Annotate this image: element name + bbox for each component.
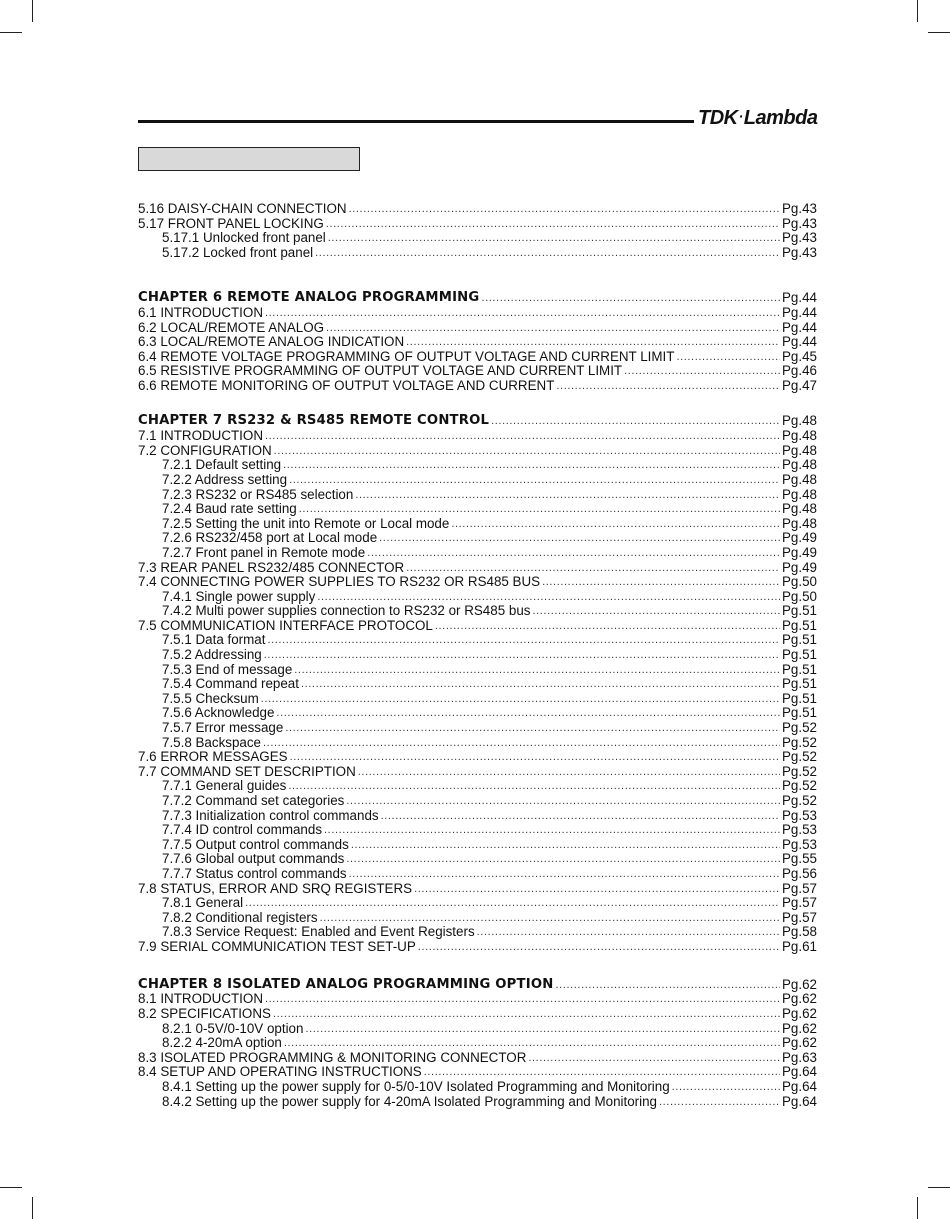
toc-page-number: Pg.51 [782,705,817,720]
dot-leader [290,751,780,764]
toc-entry-title: CHAPTER 8 ISOLATED ANALOG PROGRAMMING OPTION [138,977,554,992]
dot-leader [265,993,780,1006]
toc-page-number: Pg.52 [782,749,817,764]
toc-page-number: Pg.62 [782,1021,817,1036]
toc-entry[interactable] [138,1006,822,1021]
toc-entry-title: 8.3 ISOLATED PROGRAMMING & MONITORING CONNECTOR [138,1050,527,1065]
toc-entry[interactable] [138,991,822,1006]
toc-entry-title: 8.4.2 Setting up the power supply for 4-20mA Isolated Programming and Monitoring [162,1094,657,1109]
logo-dot: · [738,108,743,124]
toc-entry[interactable] [138,545,822,560]
toc-page-number: Pg.57 [782,910,817,925]
toc-page-number: Pg.48 [782,472,817,487]
toc-page-number: Pg.62 [782,977,817,992]
toc-entry[interactable] [138,334,822,349]
toc-page-number: Pg.43 [782,216,817,231]
dot-leader [324,824,780,837]
toc-entry-title: 6.5 RESISTIVE PROGRAMMING OF OUTPUT VOLTAGE AND CURRENT LIMIT [138,363,623,378]
toc-page-number: Pg.48 [782,501,817,516]
toc-entry-title: 5.17 FRONT PANEL LOCKING [138,216,324,231]
toc-entry-title: 7.8 STATUS, ERROR AND SRQ REGISTERS [138,881,413,896]
toc-page-number: Pg.48 [782,487,817,502]
toc-entry[interactable] [138,305,822,320]
logo-right: Lambda [743,107,818,129]
toc-page-number: Pg.53 [782,837,817,852]
dot-leader [301,678,780,691]
toc-entry[interactable] [138,603,822,618]
toc-page-number: Pg.46 [782,363,817,378]
toc-entry-title: 7.7.7 Status control commands [162,866,347,881]
toc-page-number: Pg.52 [782,735,817,750]
toc-page-number: Pg.56 [782,866,817,881]
dot-leader [406,336,780,349]
toc-page-number: Pg.52 [782,720,817,735]
dot-leader [288,780,780,793]
toc-entry[interactable] [138,705,822,720]
toc-entry[interactable] [138,1021,822,1036]
toc-entry-title: 7.2.2 Address setting [162,472,288,487]
toc-entry[interactable] [138,735,822,750]
dot-leader [532,605,780,618]
toc-entry-title: CHAPTER 6 REMOTE ANALOG PROGRAMMING [138,290,480,305]
toc-page-number: Pg.50 [782,574,817,589]
toc-page-number: Pg.63 [782,1050,817,1065]
toc-page-number: Pg.49 [782,545,817,560]
toc-entry-title: 8.2 SPECIFICATIONS [138,1006,271,1021]
toc-entry-title: 7.2.6 RS232/458 port at Local mode [162,530,378,545]
toc-entry-title: 7.7 COMMAND SET DESCRIPTION [138,764,356,779]
dot-leader [542,576,780,589]
toc-entry-title: 7.8.2 Conditional registers [162,910,318,925]
toc-entry[interactable] [138,516,822,531]
toc-page-number: Pg.53 [782,808,817,823]
toc-entry-title: 6.4 REMOTE VOLTAGE PROGRAMMING OF OUTPUT VOLTAGE AND CURRENT LIMIT [138,349,675,364]
table-of-contents [138,0,822,1219]
toc-entry[interactable] [138,487,822,502]
toc-page-number: Pg.52 [782,764,817,779]
toc-page-number: Pg.57 [782,881,817,896]
toc-page-number: Pg.48 [782,443,817,458]
toc-entry[interactable] [138,939,822,954]
toc-entry[interactable] [138,866,822,881]
toc-entry[interactable] [138,428,822,443]
dot-leader [418,941,780,954]
toc-entry[interactable] [138,808,822,823]
crop-mark [928,32,950,33]
toc-entry-title: 7.4 CONNECTING POWER SUPPLIES TO RS232 OR RS485 BUS [138,574,541,589]
toc-page-number: Pg.53 [782,822,817,837]
toc-page-number: Pg.51 [782,618,817,633]
toc-page-number: Pg.44 [782,320,817,335]
crop-mark [917,1197,918,1219]
toc-entry[interactable] [138,691,822,706]
toc-entry[interactable] [138,618,822,633]
dot-leader [276,707,780,720]
toc-entry[interactable] [138,822,822,837]
dot-leader [346,853,780,866]
toc-page-number: Pg.44 [782,290,817,305]
dot-leader [481,292,780,305]
dot-leader [328,232,780,245]
toc-entry[interactable] [138,201,822,216]
dot-leader [265,307,780,320]
toc-page-number: Pg.51 [782,632,817,647]
toc-entry-title: 7.7.3 Initialization control commands [162,808,379,823]
dot-leader [273,1008,780,1021]
toc-entry[interactable] [138,472,822,487]
dot-leader [283,459,780,472]
toc-entry[interactable] [138,457,822,472]
toc-page-number: Pg.52 [782,778,817,793]
toc-entry-title: 7.5.5 Checksum [162,691,259,706]
toc-entry-title: 8.2.1 0-5V/0-10V option [162,1021,304,1036]
toc-entry-title: 6.6 REMOTE MONITORING OF OUTPUT VOLTAGE AND CURRENT [138,378,555,393]
toc-entry-title: 7.4.2 Multi power supplies connection to RS232 or RS485 bus [162,603,531,618]
toc-entry-title: 7.1 INTRODUCTION [138,428,263,443]
toc-entry-title: 5.16 DAISY-CHAIN CONNECTION [138,201,347,216]
toc-entry[interactable] [138,443,822,458]
toc-entry[interactable] [138,1079,822,1094]
toc-entry-title: 8.4 SETUP AND OPERATING INSTRUCTIONS [138,1064,422,1079]
toc-entry-title: 8.4.1 Setting up the power supply for 0-5/0-10V Isolated Programming and Monitoring [162,1079,670,1094]
toc-entry-title: 7.7.6 Global output commands [162,851,345,866]
toc-page-number: Pg.45 [782,349,817,364]
dot-leader [424,1066,780,1079]
toc-page-number: Pg.64 [782,1094,817,1109]
toc-entry[interactable] [138,793,822,808]
dot-leader [367,547,780,560]
toc-entry-title: 7.5.1 Data format [162,632,266,647]
toc-page-number: Pg.51 [782,603,817,618]
toc-entry-title: 7.6 ERROR MESSAGES [138,749,288,764]
toc-entry-title: 6.3 LOCAL/REMOTE ANALOG INDICATION [138,334,405,349]
toc-entry-title: 7.5 COMMUNICATION INTERFACE PROTOCOL [138,618,433,633]
logo-left: TDK [698,107,738,129]
toc-page-number: Pg.62 [782,1035,817,1050]
toc-entry-title: 7.5.3 End of message [162,662,293,677]
dot-leader [284,1037,780,1050]
toc-page-number: Pg.58 [782,924,817,939]
toc-entry[interactable] [138,764,822,779]
toc-page-number: Pg.50 [782,589,817,604]
dot-leader [267,634,780,647]
dot-leader [659,1096,780,1109]
toc-entry-title: 8.1 INTRODUCTION [138,991,263,1006]
toc-chapter-entry[interactable] [138,977,822,992]
toc-chapter-entry[interactable] [138,290,822,305]
toc-entry-title: 6.1 INTRODUCTION [138,305,263,320]
dot-leader [315,247,780,260]
toc-entry-title: 7.5.7 Error message [162,720,284,735]
toc-page-number: Pg.51 [782,662,817,677]
toc-entry-title: 7.7.4 ID control commands [162,822,323,837]
toc-entry[interactable] [138,632,822,647]
toc-entry-title: 7.9 SERIAL COMMUNICATION TEST SET-UP [138,939,416,954]
toc-entry[interactable] [138,924,822,939]
toc-page-number: Pg.44 [782,305,817,320]
dot-leader [349,203,780,216]
toc-page-number: Pg.47 [782,378,817,393]
toc-entry[interactable] [138,881,822,896]
toc-page-number: Pg.61 [782,939,817,954]
toc-entry-title: 7.2.5 Setting the unit into Remote or Local mode [162,516,450,531]
toc-entry[interactable] [138,895,822,910]
toc-entry-title: 7.5.6 Acknowledge [162,705,275,720]
toc-page-number: Pg.43 [782,230,817,245]
toc-entry[interactable] [138,662,822,677]
crop-mark [32,0,33,22]
toc-page-number: Pg.62 [782,991,817,1006]
crop-mark [0,32,22,33]
toc-entry[interactable] [138,778,822,793]
toc-entry[interactable] [138,720,822,735]
toc-entry-title: 7.2.1 Default setting [162,457,282,472]
toc-entry-title: 8.2.2 4-20mA option [162,1035,282,1050]
toc-entry[interactable] [138,560,822,575]
toc-page-number: Pg.52 [782,793,817,808]
toc-entry[interactable] [138,749,822,764]
toc-entry[interactable] [138,245,822,260]
toc-chapter-entry[interactable] [138,413,822,428]
toc-entry[interactable] [138,216,822,231]
toc-page-number: Pg.43 [782,201,817,216]
dot-leader [285,722,780,735]
toc-page-number: Pg.51 [782,691,817,706]
toc-entry[interactable] [138,378,822,393]
dot-leader [264,649,780,662]
toc-entry-title: 6.2 LOCAL/REMOTE ANALOG [138,320,325,335]
toc-entry-title: 7.2.4 Baud rate setting [162,501,297,516]
toc-entry-title: 7.5.8 Backspace [162,735,262,750]
dot-leader [299,503,780,516]
dot-leader [477,926,780,939]
toc-page-number: Pg.64 [782,1079,817,1094]
dot-leader [491,415,780,428]
toc-page-number: Pg.48 [782,516,817,531]
toc-entry-title: 7.7.1 General guides [162,778,287,793]
toc-page-number: Pg.43 [782,245,817,260]
toc-page-number: Pg.51 [782,676,817,691]
toc-page-number: Pg.48 [782,428,817,443]
toc-entry-title: 7.3 REAR PANEL RS232/485 CONNECTOR [138,560,405,575]
crop-mark [32,1197,33,1219]
toc-page-number: Pg.64 [782,1064,817,1079]
toc-entry-title: 7.2.3 RS232 or RS485 selection [162,487,354,502]
toc-entry[interactable] [138,676,822,691]
toc-entry[interactable] [138,320,822,335]
dot-leader [349,868,780,881]
toc-entry-title: 7.7.2 Command set categories [162,793,345,808]
toc-page-number: Pg.49 [782,530,817,545]
crop-mark [917,0,918,22]
toc-page-number: Pg.55 [782,851,817,866]
dot-leader [556,380,780,393]
dot-leader [672,1081,780,1094]
toc-page-number: Pg.49 [782,560,817,575]
dot-leader [265,430,780,443]
toc-entry[interactable] [138,1050,822,1065]
toc-entry-title: 7.7.5 Output control commands [162,837,349,852]
toc-page-number: Pg.44 [782,334,817,349]
toc-entry[interactable] [138,910,822,925]
toc-entry[interactable] [138,501,822,516]
toc-entry[interactable] [138,1094,822,1109]
toc-page-number: Pg.51 [782,647,817,662]
toc-page-number: Pg.62 [782,1006,817,1021]
toc-entry[interactable] [138,647,822,662]
toc-entry[interactable] [138,1064,822,1079]
toc-entry-title: 5.17.1 Unlocked front panel [162,230,326,245]
toc-entry-title: 7.2.7 Front panel in Remote mode [162,545,366,560]
toc-entry[interactable] [138,574,822,589]
toc-entry-title: 7.4.1 Single power supply [162,589,316,604]
dot-leader [245,897,780,910]
toc-entry[interactable] [138,230,822,245]
crop-mark [0,1187,22,1188]
toc-entry[interactable] [138,363,822,378]
toc-entry[interactable] [138,349,822,364]
dot-leader [624,365,780,378]
toc-entry-title: 7.8.3 Service Request: Enabled and Event Registers [162,924,475,939]
dot-leader [379,532,780,545]
dot-leader [289,474,780,487]
toc-entry-title: 7.5.2 Addressing [162,647,262,662]
dot-leader [346,795,780,808]
toc-page-number: Pg.48 [782,413,817,428]
toc-entry-title: 7.8.1 General [162,895,244,910]
crop-mark [928,1187,950,1188]
toc-entry-title: 7.5.4 Command repeat [162,676,299,691]
toc-entry[interactable] [138,851,822,866]
toc-entry[interactable] [138,530,822,545]
toc-entry[interactable] [138,589,822,604]
toc-entry[interactable] [138,837,822,852]
toc-entry-title: 5.17.2 Locked front panel [162,245,314,260]
toc-entry-title: 7.2 CONFIGURATION [138,443,272,458]
toc-entry[interactable] [138,1035,822,1050]
toc-entry-title: CHAPTER 7 RS232 & RS485 REMOTE CONTROL [138,413,490,428]
toc-page-number: Pg.57 [782,895,817,910]
toc-page-number: Pg.48 [782,457,817,472]
